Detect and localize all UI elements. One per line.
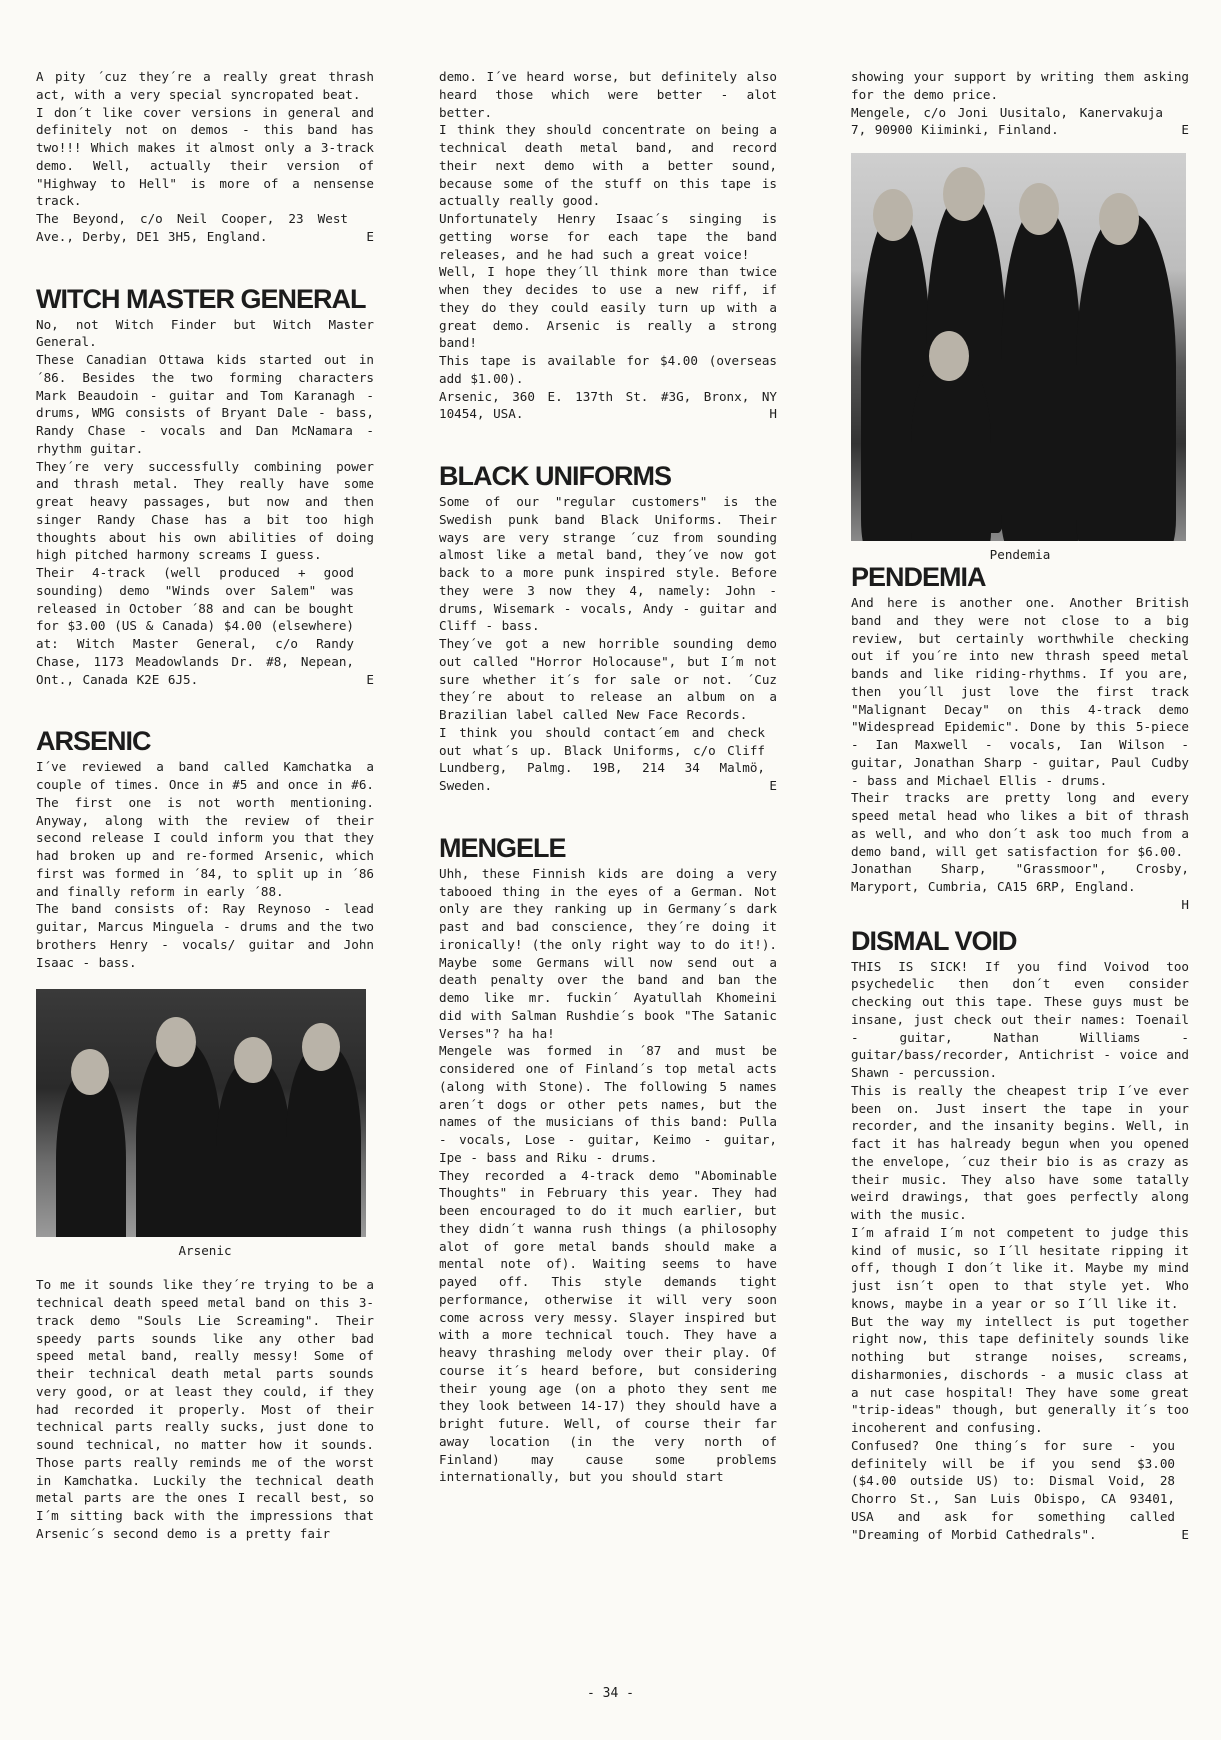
mengele-signature: E xyxy=(1181,122,1189,138)
arsenic-text-1: I´ve reviewed a band called Kamchatka a couple of times. Once in #5 and once in #6. The first one is not worth mentioning. Anyway, along with the review of their second release I could inform you that they had broken up and re-formed Arsenic, which first was formed in ´84, to split up in ´86 and finally reform in early ´88. xyxy=(36,759,374,899)
arsenic-headline: ARSENIC xyxy=(36,726,151,757)
mengele-text-2: Mengele was formed in ´87 and must be considered one of Finland´s top metal acts (along with Stone). The following 5 names aren´t dogs or other pets names, but the names of the musicians of this band: Pulla - vocals, Lose - guitar, Keimo - guitar, Ipe - bass and Riku - drums. xyxy=(439,1043,777,1165)
arsenic-text-2: The band consists of: Ray Reynoso - lead guitar, Marcus Minguela - drums and the two brothers Henry - vocals/ guitar and John Isaac - bass. xyxy=(36,901,374,970)
arsenic-band-photo xyxy=(36,989,366,1237)
black-uniforms-text-3: I think you should contact´em and check out what´s up. Black Uniforms, c/o Cliff Lundberg, Palmg. 19B, 214 34 Malmö, Sweden. xyxy=(439,724,765,793)
arsenic-text-7: Well, I hope they´ll think more than twice when they decides to use a new riff, if they do they could easily turn up with a great demo. Arsenic is really a strong band! xyxy=(439,264,777,351)
pendemia-band-photo xyxy=(851,153,1186,541)
mengele-text-1: Uhh, these Finnish kids are doing a very tabooed thing in the eyes of a German. Not only are they ranking up in Germany´s dark past and bad conscience, they´re doing it ironically! (the only right way to do it!). Maybe some Germans will now send out a death penalty over the band and ban the demo like mr. fuckin´ Ayatullah Khomeini did with Salman Rushdie´s book "The Satanic Verses"? ha ha! xyxy=(439,865,777,1041)
beyond-address: The Beyond, c/o Neil Cooper, 23 West Ave., Derby, DE1 3H5, England. xyxy=(36,211,348,244)
arsenic-text-6: Unfortunately Henry Isaac´s singing is getting worse for each tape the band releases, and he had such a great voice! xyxy=(439,211,777,262)
mengele-text-3: They recorded a 4-track demo "Abominable Thoughts" in February this year. They had been encouraged to do it much earlier, but they didn´t wanna rush things (a philosophy alot of gore metal bands should make a mental note of). Waiting seems to have payed off. This style demands tight performance, otherwise it will very soon come across very messy. Slayer inspired but with a more technical touch. They have a heavy thrashing melody over their play. Of course it´s heard before, but considering their young age (on a photo they sent me they look between 14-17) they should have a bright future. Well, of course their far away location (in the very north of Finland) may cause some problems internationally, but you should start xyxy=(439,1167,777,1485)
wmg-text-3: They´re very successfully combining power and thrash metal. They really have some great heavy passages, but now and then singer Randy Chase has a bit too high thoughts about his own abilities of doing high pitched harmony screams I guess. xyxy=(36,458,374,563)
page-number: - 34 - xyxy=(587,1686,634,1701)
pendemia-text-1: And here is another one. Another British band and they were not close to a big review, but certainly worthwhile checking out if you´re into new thrash speed metal bands and like riding-rhythms. If you are, then you´ll just love the first track "Malignant Decay" on this 4-track demo "Widespread Epidemic". Done by this 5-piece - Ian Maxwell - vocals, Ian Wilson - guitar, Jonathan Sharp - guitar, Paul Cudby - bass and Michael Ellis - drums. xyxy=(851,595,1189,788)
black-uniforms-headline: BLACK UNIFORMS xyxy=(439,461,671,491)
wmg-text-1: No, not Witch Finder but Witch Master General. xyxy=(36,316,374,350)
arsenic-address: Arsenic, 360 E. 137th St. #3G, Bronx, NY 10454, USA. xyxy=(439,388,777,422)
wmg-text-4: Their 4-track (well produced + good sounding) demo "Winds over Salem" was released in October ´88 and can be bought for $3.00 (US & Canada) $4.00 (elsewhere) at: Witch Master General, c/o Randy Chase, 1173 Meadowlands Dr. #8, Nepean, Ont., Canada K2E 6J5. xyxy=(36,565,354,687)
pendemia-headline: PENDEMIA xyxy=(851,562,986,592)
black-uniforms-text-2: They´ve got a new horrible sounding demo out called "Horror Holocause", but I´m not sure whether it´s for sale or not. ´Cuz they´re about to release an album on a Brazilian label called New Face Records. xyxy=(439,636,777,722)
pendemia-signature: H xyxy=(1181,896,1189,912)
dismal-void-text-3: I´m afraid I´m not competent to judge this kind of music, so I´ll hesitate ripping it off, though I don´t like it. Maybe my mind just isn´t open to that style yet. Who knows, maybe in a year or so I´ll like it. xyxy=(851,1224,1189,1311)
wmg-headline: WITCH MASTER GENERAL xyxy=(36,283,366,314)
mengele-text-4: showing your support by writing them asking for the demo price. xyxy=(851,69,1189,102)
arsenic-signature: H xyxy=(769,406,777,422)
arsenic-text-5: I think they should concentrate on being a technical death metal band, and record their next demo with a better sound, because some of the stuff on this tape is actually really good. xyxy=(439,122,777,209)
column-middle xyxy=(439,68,777,1486)
beyond-signature: E xyxy=(366,228,374,244)
black-uniforms-signature: E xyxy=(769,778,777,793)
column-right xyxy=(851,68,1189,1543)
arsenic-photo-caption: Arsenic xyxy=(178,1243,232,1259)
arsenic-text-4: demo. I´ve heard worse, but definitely also heard those which were better - alot better. xyxy=(439,69,777,120)
mengele-headline: MENGELE xyxy=(439,832,566,863)
beyond-text-2: I don´t like cover versions in general and definitely not on demos - this band has two!!! Which makes it almost only a 3-track demo. Well, actually their version of "Highway to Hell" is more of a nensense track. xyxy=(36,104,374,209)
arsenic-text-3: To me it sounds like they´re trying to be a technical death speed metal band on this 3-track demo "Souls Lie Screaming". Their speedy parts sounds like any other bad speed metal band, really messy! Some of their technical death metal parts sounds very good, or at least they could, if they had recorded it properly. Most of their technical parts really sucks, just done to sound technical, no matter how it sounds. Those parts really reminds me of the worst in Kamchatka. Luckily the technical death metal parts are the ones I recall best, so I´m sitting back with the impressions that Arsenic´s second demo is a pretty fair xyxy=(36,1277,374,1541)
dismal-void-text-4: But the way my intellect is put together right now, this tape definitely sounds like nothing but strange noises, screams, disharmonies, dischords - a music class at a nut case hospital! They have some great "trip-ideas" though, but generally it´s too incoherent and confusing. xyxy=(851,1313,1189,1435)
wmg-signature: E xyxy=(366,671,374,687)
black-uniforms-text-1: Some of our "regular customers" is the Swedish punk band Black Uniforms. Their ways are very strange ´cuz from sounding almost like a metal band, they´ve now got back to a more punk inspired style. Before they were 3 now they 4, namely: John - drums, Wisemark - vocals, Andy - guitar and Cliff - bass. xyxy=(439,494,777,634)
beyond-text-1: A pity ´cuz they´re a really great thrash act, with a very special syncropated beat. xyxy=(36,69,374,102)
pendemia-text-2: Their tracks are pretty long and every speed metal head who likes a bit of thrash as well, and who don´t ask too much from a demo band, will get satisfaction for $6.00. xyxy=(851,790,1189,859)
dismal-void-headline: DISMAL VOID xyxy=(851,925,1017,956)
dismal-void-signature: E xyxy=(1181,1526,1189,1542)
mengele-address: Mengele, c/o Joni Uusitalo, Kanervakuja 7, 90900 Kiiminki, Finland. xyxy=(851,104,1163,138)
column-left xyxy=(36,68,374,1543)
dismal-void-text-1: THIS IS SICK! If you find Voivod too psychedelic then don´t even consider checking out this tape. These guys must be insane, just check out their names: Toenail - guitar, Nathan Williams - guitar/bass/recorder, Antichrist - voice and Shawn - percussion. xyxy=(851,958,1189,1080)
pendemia-photo-caption: Pendemia xyxy=(989,547,1051,562)
pendemia-address: Jonathan Sharp, "Grassmoor", Crosby, Maryport, Cumbria, CA15 6RP, England. xyxy=(851,861,1189,894)
dismal-void-text-2: This is really the cheapest trip I´ve ever been on. Just insert the tape in your recorder, and the insanity begins. Well, in fact it has halready begun when you opened the envelope, ´cuz their bio is as crazy as their music. They also have some tatally weird drawings, that goes perfectly along with the music. xyxy=(851,1082,1189,1222)
wmg-text-2: These Canadian Ottawa kids started out in ´86. Besides the two forming characters Mark Beaudoin - guitar and Tom Karanagh - drums, WMG consists of Bryant Dale - bass, Randy Chase - vocals and Dan McNamara - rhythm guitar. xyxy=(36,352,374,456)
arsenic-text-8: This tape is available for $4.00 (overseas add $1.00). xyxy=(439,353,777,386)
dismal-void-text-5: Confused? One thing´s for sure - you definitely will be if you send $3.00 ($4.00 outside US) to: Dismal Void, 28 Chorro St., San Luis Obispo, CA 93401, USA and ask for something called "Dreaming of Morbid Cathedrals". xyxy=(851,1437,1175,1542)
